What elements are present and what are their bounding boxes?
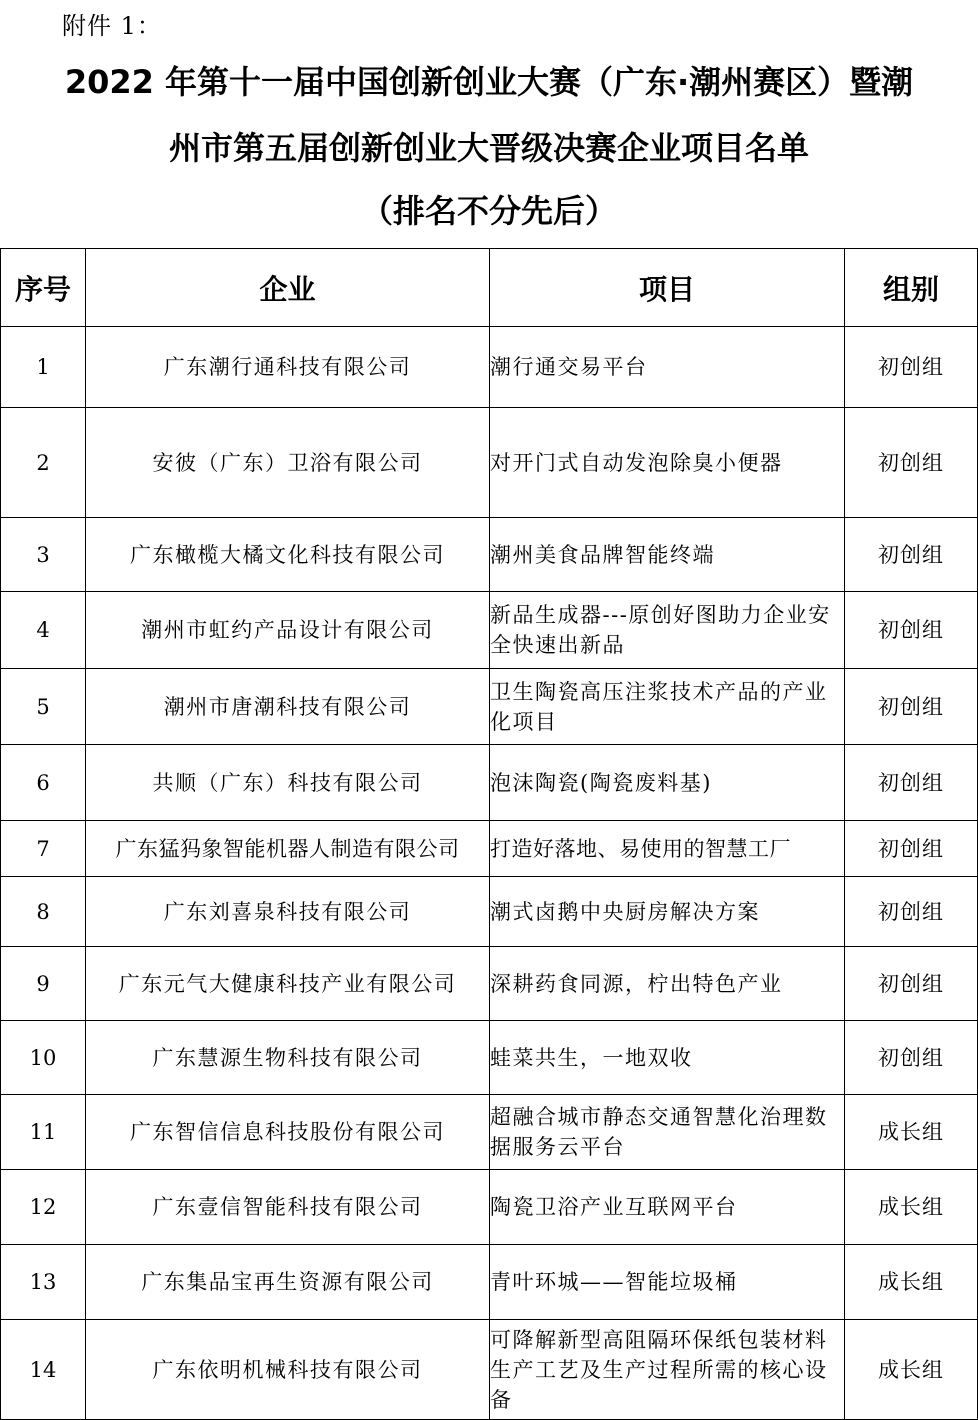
cell-serial-number: 5 — [1, 669, 86, 745]
cell-project: 对开门式自动发泡除臭小便器 — [490, 408, 845, 518]
table-header-row — [1, 249, 978, 327]
cell-serial-number: 1 — [1, 327, 86, 408]
cell-serial-number: 7 — [1, 821, 86, 877]
cell-company: 潮州市唐潮科技有限公司 — [86, 669, 490, 745]
company-project-table — [0, 248, 978, 1420]
cell-project: 陶瓷卫浴产业互联网平台 — [490, 1170, 845, 1245]
cell-project: 超融合城市静态交通智慧化治理数据服务云平台 — [490, 1095, 845, 1170]
cell-group: 初创组 — [845, 327, 978, 408]
table-row — [1, 1245, 978, 1320]
document-title-line-3: （排名不分先后） — [360, 192, 617, 230]
table-row — [1, 669, 978, 745]
cell-project: 打造好落地、易使用的智慧工厂 — [490, 821, 845, 877]
cell-project: 卫生陶瓷高压注浆技术产品的产业化项目 — [490, 669, 845, 745]
cell-company: 共顺（广东）科技有限公司 — [86, 745, 490, 821]
document-title-line-1: 2022 年第十一届中国创新创业大赛（广东·潮州赛区）暨潮 — [64, 63, 914, 101]
cell-group: 成长组 — [845, 1095, 978, 1170]
table-row — [1, 821, 978, 877]
table-row — [1, 592, 978, 669]
cell-company: 安彼（广东）卫浴有限公司 — [86, 408, 490, 518]
cell-company: 广东慧源生物科技有限公司 — [86, 1021, 490, 1095]
cell-company: 广东集品宝再生资源有限公司 — [86, 1245, 490, 1320]
cell-group: 初创组 — [845, 408, 978, 518]
cell-company: 广东元气大健康科技产业有限公司 — [86, 947, 490, 1021]
cell-group: 成长组 — [845, 1245, 978, 1320]
cell-company: 广东壹信智能科技有限公司 — [86, 1170, 490, 1245]
cell-serial-number: 3 — [1, 518, 86, 592]
cell-project: 蛙菜共生，一地双收 — [490, 1021, 845, 1095]
cell-project: 泡沫陶瓷(陶瓷废料基) — [490, 745, 845, 821]
cell-company: 广东猛犸象智能机器人制造有限公司 — [86, 821, 490, 877]
table-row — [1, 518, 978, 592]
cell-project: 潮式卤鹅中央厨房解决方案 — [490, 877, 845, 947]
document-title-line-2: 州市第五届创新创业大晋级决赛企业项目名单 — [168, 129, 809, 167]
cell-group: 初创组 — [845, 821, 978, 877]
cell-project: 潮州美食品牌智能终端 — [490, 518, 845, 592]
table-row — [1, 877, 978, 947]
table-row — [1, 1170, 978, 1245]
cell-group: 初创组 — [845, 877, 978, 947]
header-serial-number: 序号 — [1, 249, 86, 327]
cell-serial-number: 12 — [1, 1170, 86, 1245]
cell-group: 初创组 — [845, 669, 978, 745]
cell-company: 广东依明机械科技有限公司 — [86, 1320, 490, 1420]
cell-group: 初创组 — [845, 592, 978, 669]
cell-serial-number: 14 — [1, 1320, 86, 1420]
cell-group: 成长组 — [845, 1320, 978, 1420]
cell-company: 广东刘喜泉科技有限公司 — [86, 877, 490, 947]
table-row — [1, 327, 978, 408]
cell-project: 深耕药食同源，柠出特色产业 — [490, 947, 845, 1021]
cell-serial-number: 9 — [1, 947, 86, 1021]
cell-company: 潮州市虹约产品设计有限公司 — [86, 592, 490, 669]
cell-serial-number: 8 — [1, 877, 86, 947]
attachment-label: 附件 1： — [62, 12, 162, 40]
cell-serial-number: 13 — [1, 1245, 86, 1320]
table-row — [1, 947, 978, 1021]
table-row — [1, 408, 978, 518]
header-group: 组别 — [845, 249, 978, 327]
cell-serial-number: 11 — [1, 1095, 86, 1170]
header-project: 项目 — [490, 249, 845, 327]
cell-project: 青叶环城——智能垃圾桶 — [490, 1245, 845, 1320]
cell-serial-number: 10 — [1, 1021, 86, 1095]
table-row — [1, 1320, 978, 1420]
header-company: 企业 — [86, 249, 490, 327]
cell-project: 可降解新型高阻隔环保纸包装材料生产工艺及生产过程所需的核心设备 — [490, 1320, 845, 1420]
cell-company: 广东智信信息科技股份有限公司 — [86, 1095, 490, 1170]
table-row — [1, 745, 978, 821]
cell-company: 广东橄榄大橘文化科技有限公司 — [86, 518, 490, 592]
table-row — [1, 1095, 978, 1170]
cell-project: 潮行通交易平台 — [490, 327, 845, 408]
cell-company: 广东潮行通科技有限公司 — [86, 327, 490, 408]
cell-serial-number: 2 — [1, 408, 86, 518]
cell-group: 初创组 — [845, 1021, 978, 1095]
cell-group: 成长组 — [845, 1170, 978, 1245]
cell-group: 初创组 — [845, 745, 978, 821]
cell-project: 新品生成器---原创好图助力企业安全快速出新品 — [490, 592, 845, 669]
table-row — [1, 1021, 978, 1095]
cell-group: 初创组 — [845, 947, 978, 1021]
cell-serial-number: 4 — [1, 592, 86, 669]
cell-group: 初创组 — [845, 518, 978, 592]
cell-serial-number: 6 — [1, 745, 86, 821]
